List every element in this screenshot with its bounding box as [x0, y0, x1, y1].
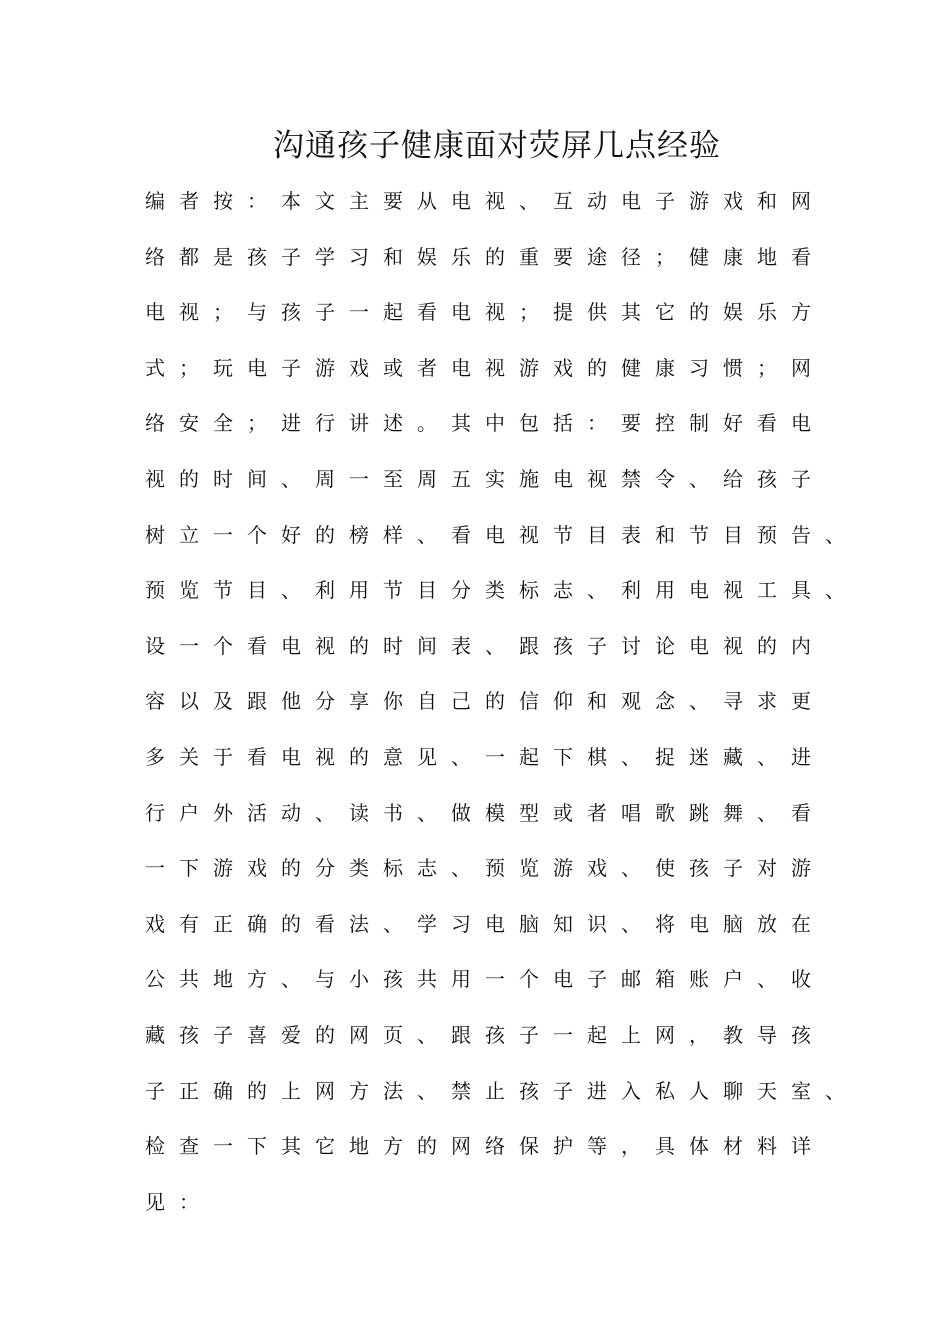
- body-line-15: 公共地方、与小孩共用一个电子邮箱账户、收: [145, 967, 825, 992]
- editor-note-body: [145, 182, 859, 1238]
- body-line-1: 编者按：本文主要从电视、互动电子游戏和网: [145, 189, 825, 213]
- body-line-4: 式；玩电子游戏或者电视游戏的健康习惯；网: [145, 355, 825, 380]
- body-line-19: 见：: [145, 1189, 213, 1214]
- body-line-6: 视的时间、周一至周五实施电视禁令、给孩子: [145, 466, 825, 491]
- body-line-5: 络安全；进行讲述。其中包括：要控制好看电: [145, 411, 825, 436]
- body-line-2: 络都是孩子学习和娱乐的重要途径；健康地看: [145, 244, 825, 269]
- body-line-18: 检查一下其它地方的网络保护等，具体材料详: [145, 1134, 825, 1159]
- body-line-12: 行户外活动、读书、做模型或者唱歌跳舞、看: [145, 800, 825, 825]
- body-line-17: 子正确的上网方法、禁止孩子进入私人聊天室、: [145, 1078, 859, 1103]
- body-line-10: 容以及跟他分享你自己的信仰和观念、寻求更: [145, 689, 825, 714]
- body-line-14: 戏有正确的看法、学习电脑知识、将电脑放在: [145, 911, 825, 936]
- body-line-3: 电视；与孩子一起看电视；提供其它的娱乐方: [145, 300, 825, 325]
- body-line-9: 设一个看电视的时间表、跟孩子讨论电视的内: [145, 633, 825, 658]
- document-title: 沟通孩子健康面对荧屏几点经验: [273, 128, 721, 164]
- body-line-16: 藏孩子喜爱的网页、跟孩子一起上网，教导孩: [145, 1022, 825, 1047]
- body-line-13: 一下游戏的分类标志、预览游戏、使孩子对游: [145, 856, 825, 881]
- body-line-8: 预览节目、利用节目分类标志、利用电视工具、: [145, 578, 859, 603]
- body-line-7: 树立一个好的榜样、看电视节目表和节目预告、: [145, 522, 859, 547]
- body-line-11: 多关于看电视的意见、一起下棋、捉迷藏、进: [145, 744, 825, 769]
